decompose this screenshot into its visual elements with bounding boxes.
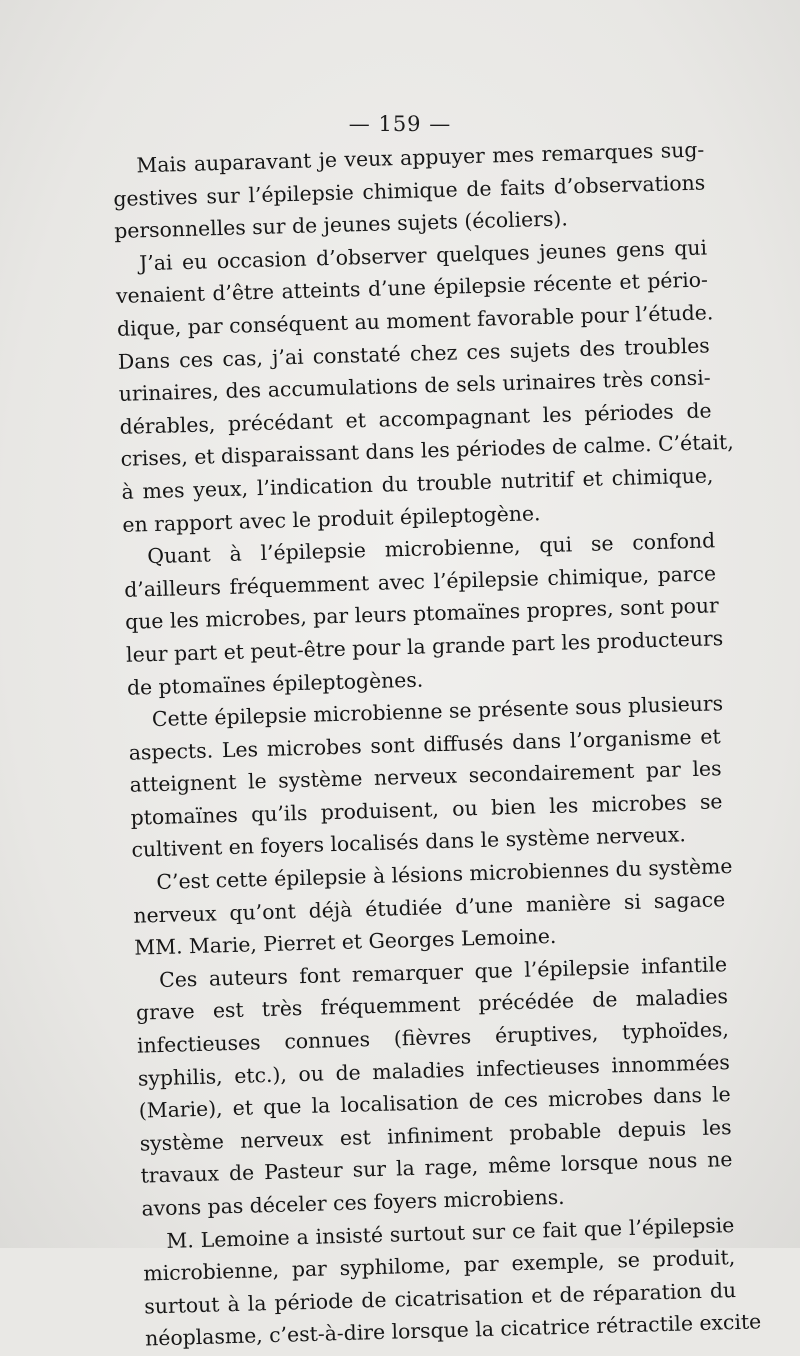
text-line: d’ailleurs fréquemment avec l’épilepsie chimique, parce xyxy=(123,561,717,602)
text-line: nerveux qu’ont déjà étudiée d’une manière si sagace xyxy=(133,886,726,928)
text-line: crises, et disparaissant dans les périodes de calme. C’était, xyxy=(120,430,735,472)
text-line: syphilis, etc.), ou de maladies infectieuses innommées xyxy=(137,1049,731,1091)
text-line: Dans ces cas, j’ai constaté chez ces sujets des troubles xyxy=(117,332,711,374)
text-line: travaux de Pasteur sur la rage, même lorsque nous ne xyxy=(140,1147,733,1189)
text-line: aspects. Les microbes sont diffusés dans l’organisme et xyxy=(128,723,721,765)
text-line: urinaires, des accumulations de sels urinaires très consi- xyxy=(118,365,711,407)
text-line: avons pas déceler ces foyers microbiens. xyxy=(141,1184,565,1221)
text-line: MM. Marie, Pierret et Georges Lemoine. xyxy=(133,924,557,960)
text-line: (Marie), et que la localisation de ces microbes dans le xyxy=(138,1082,731,1123)
text-line: atteignent le système nerveux secondairement par les xyxy=(129,756,722,798)
text-line: que les microbes, par leurs ptomaïnes propres, sont pour xyxy=(124,593,720,635)
text-line: surtout à la période de cicatrisation et de réparation du xyxy=(143,1277,737,1319)
text-line: néoplasme, c’est-à-dire lorsque la cicatrice rétractile excite xyxy=(144,1309,762,1351)
text-line: microbienne, par syphilome, par exemple, se produit, xyxy=(143,1245,736,1286)
text-line: venaient d’être atteints d’une épilepsie récente et pério- xyxy=(115,267,709,309)
text-line: en rapport avec le produit épileptogène. xyxy=(122,500,541,537)
text-line: Ces auteurs font remarquer que l’épilepsie infantile xyxy=(158,951,728,992)
page-number: — 159 — xyxy=(348,112,452,136)
text-line: système nerveux est infiniment probable depuis les xyxy=(139,1114,732,1156)
text-line: infectieuses connues (fièvres éruptives, typhoïdes, xyxy=(136,1017,730,1058)
text-line: J’ai eu occasion d’observer quelques jeunes gens qui xyxy=(138,235,708,276)
body-text xyxy=(112,133,762,1355)
text-line: M. Lemoine a insisté surtout sur ce fait que l’épilepsie xyxy=(166,1212,735,1253)
text-line: Mais auparavant je veux appuyer mes remarques sug- xyxy=(136,137,705,178)
text-line: à mes yeux, l’indication du trouble nutritif et chimique, xyxy=(121,463,714,504)
text-line: gestives sur l’épilepsie chimique de faits d’observations xyxy=(113,170,706,211)
text-line: grave est très fréquemment précédée de maladies xyxy=(135,984,729,1026)
text-line: Quant à l’épilepsie microbienne, qui se confond xyxy=(147,528,716,569)
text-line: leur part et peut-être pour la grande part les producteurs xyxy=(125,626,724,667)
text-line: personnelles sur de jeunes sujets (écoliers). xyxy=(113,206,569,244)
text-line: dérables, précédant et accompagnant les périodes de xyxy=(119,398,712,439)
text-line: Cette épilepsie microbienne se présente sous plusieurs xyxy=(151,691,724,732)
text-line: C’est cette épilepsie à lésions microbiennes du système xyxy=(156,854,733,895)
text-line: cultivent en foyers localisés dans le système nerveux. xyxy=(131,822,687,863)
text-line: de ptomaïnes épileptogènes. xyxy=(126,667,424,700)
text-line: ptomaïnes qu’ils produisent, ou bien les microbes se xyxy=(130,789,723,830)
text-line: dique, par conséquent au moment favorable pour l’étude. xyxy=(116,300,714,341)
